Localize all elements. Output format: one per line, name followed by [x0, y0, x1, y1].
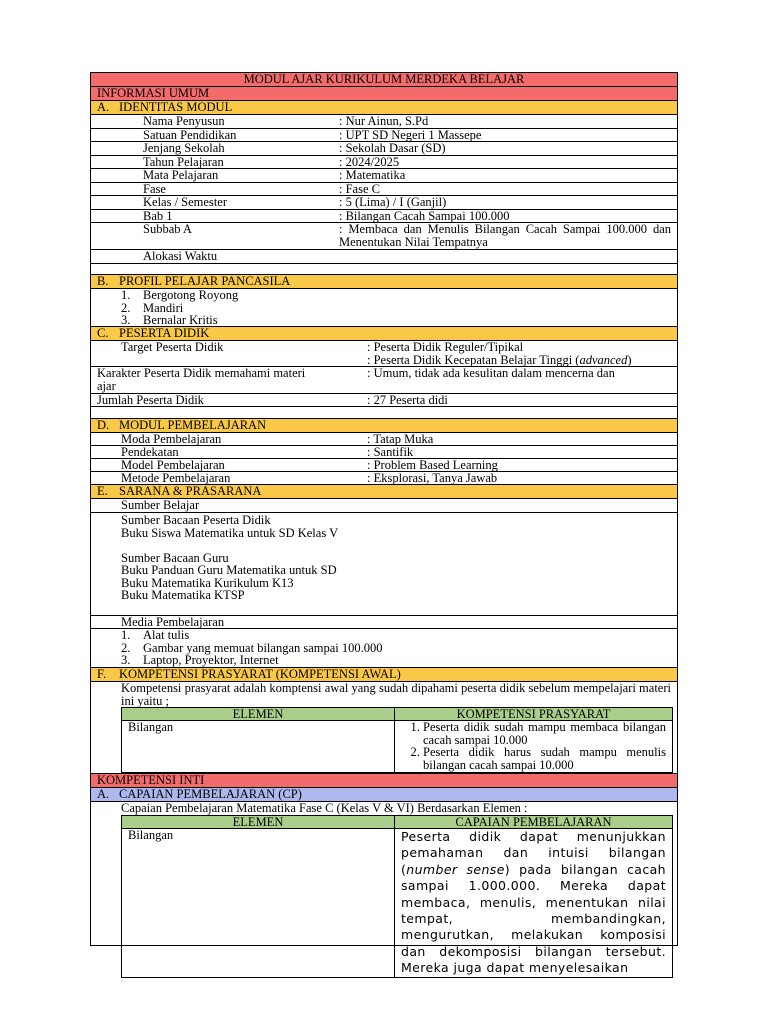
list-number: 2. — [121, 300, 131, 315]
bacaan-siswa-item: Buku Siswa Matematika untuk SD Kelas V — [121, 525, 339, 540]
capaian-italic: number sense — [406, 861, 505, 877]
field-value: : Tatap Muka — [367, 432, 434, 446]
section-number: B. — [97, 274, 109, 288]
target-text: : Peserta Didik Kecepatan Belajar Tinggi ( — [367, 353, 580, 367]
capaian-text: ) pada bilangan cacah sampai 1.000.000. Mereka dapat membaca, menulis, menentukan nilai tempat, membandingkan, mengurutkan, melakukan komposisi dan dekomposisi bilangan tersebut. Mereka juga dapat menyelesaikan — [401, 861, 667, 976]
section-sarana-prasarana — [91, 485, 677, 499]
col-elemen: ELEMEN — [122, 708, 395, 721]
section-kompetensi-inti: KOMPETENSI INTI — [91, 774, 677, 788]
identitas-row-bab — [91, 210, 677, 224]
field-label: Bab 1 — [143, 208, 173, 223]
field-label: Moda Pembelajaran — [121, 432, 222, 446]
cp-block — [91, 802, 677, 978]
sumber-belajar-label: Sumber Belajar — [91, 499, 677, 513]
list-text: Gambar yang memuat bilangan sampai 100.000 — [143, 640, 383, 655]
identitas-row-alokasi — [91, 250, 677, 264]
bacaan-guru-item: Buku Matematika KTSP — [121, 588, 245, 602]
field-label: Target Peserta Didik — [121, 340, 224, 354]
section-number: E. — [97, 484, 108, 498]
section-profil-pelajar — [91, 275, 677, 289]
sumber-bacaan-block — [91, 513, 677, 616]
cp-table — [121, 815, 673, 978]
list-item — [121, 314, 677, 327]
field-value: : Santifik — [367, 445, 414, 459]
kompetensi-cell — [395, 721, 673, 773]
section-number: C. — [97, 326, 109, 340]
section-heading: PESERTA DIDIK — [119, 326, 210, 340]
field-value: : UPT SD Negeri 1 Massepe — [339, 127, 482, 142]
bacaan-guru-item: Buku Panduan Guru Matematika untuk SD — [121, 563, 337, 577]
identitas-row-subbab — [91, 223, 677, 250]
prasyarat-block — [91, 682, 677, 774]
document-page — [90, 72, 678, 976]
identitas-row-jenjang — [91, 142, 677, 156]
field-value: : 5 (Lima) / I (Ganjil) — [339, 195, 447, 209]
section-heading: CAPAIAN PEMBELAJARAN (CP) — [119, 787, 302, 801]
field-value: : 2024/2025 — [339, 154, 400, 169]
field-label: Satuan Pendidikan — [143, 127, 237, 142]
list-item: 1. Peserta didik sudah mampu membaca bilangan cacah sampai 10.000 — [423, 721, 666, 746]
bacaan-guru-heading: Sumber Bacaan Guru — [121, 550, 229, 565]
section-modul-pembelajaran — [91, 419, 677, 433]
field-value: : Peserta Didik Reguler/Tipikal — [367, 340, 524, 354]
identitas-row-mapel — [91, 169, 677, 183]
field-label: Model Pembelajaran — [121, 458, 225, 472]
field-label: Nama Penyusun — [143, 114, 225, 128]
identitas-row-fase — [91, 183, 677, 197]
list-number: 2. — [121, 640, 131, 655]
list-item: 2. Peserta didik harus sudah mampu menulis bilangan cacah sampai 10.000 — [423, 746, 666, 771]
list-number: 3. — [121, 653, 131, 667]
field-label: Pendekatan — [121, 445, 179, 459]
col-capaian-pembelajaran: CAPAIAN PEMBELAJARAN — [395, 816, 673, 829]
section-informasi-umum: INFORMASI UMUM — [91, 87, 677, 101]
field-value: : Matematika — [339, 168, 406, 182]
section-number: D. — [97, 418, 110, 432]
field-label: Alokasi Waktu — [143, 249, 218, 263]
peserta-target-row — [91, 341, 677, 367]
list-text: Mandiri — [143, 300, 184, 315]
section-heading: SARANA & PRASARANA — [119, 484, 262, 498]
table-row — [122, 829, 673, 978]
section-number: F. — [97, 667, 107, 681]
section-peserta-didik — [91, 327, 677, 341]
document-title: MODUL AJAR KURIKULUM MERDEKA BELAJAR — [91, 73, 677, 87]
prasyarat-intro: Kompetensi prasyarat adalah komptensi awal yang sudah dipahami peserta didik sebelum mempelajari materi ini yaitu ; — [121, 681, 671, 708]
list-text: Bergotong Royong — [143, 288, 239, 302]
identitas-row-nama — [91, 115, 677, 129]
target-italic: advanced — [579, 353, 628, 367]
capaian-text: Peserta didik dapat menunjukkan pemahaman dan intuisi bilangan ( — [401, 829, 666, 877]
identitas-row-kelas — [91, 196, 677, 210]
field-value — [339, 250, 677, 263]
list-item — [121, 629, 677, 642]
section-heading: MODUL PEMBELAJARAN — [119, 418, 267, 432]
field-value: : Fase C — [339, 181, 380, 196]
field-label: Jenjang Sekolah — [143, 141, 225, 155]
field-label: Mata Pelajaran — [143, 168, 219, 182]
list-text: Alat tulis — [143, 628, 190, 642]
field-value: : 27 Peserta didi — [367, 393, 448, 407]
field-value: : Problem Based Learning — [367, 458, 498, 472]
prasyarat-table — [121, 707, 673, 773]
field-label: Kelas / Semester — [143, 195, 228, 209]
identitas-row-satuan — [91, 129, 677, 143]
field-value: : Eksplorasi, Tanya Jawab — [367, 471, 498, 485]
field-value: : Umum, tidak ada kesulitan dalam mencerna dan — [367, 366, 615, 380]
section-number: A. — [97, 100, 110, 114]
elemen-cell: Bilangan — [122, 829, 395, 978]
list-item — [121, 289, 677, 302]
list-number: 1. — [121, 288, 131, 302]
field-value: : Sekolah Dasar (SD) — [339, 141, 446, 155]
bacaan-guru-item: Buku Matematika Kurikulum K13 — [121, 575, 294, 590]
section-identitas-modul — [91, 101, 677, 115]
list-number: 1. — [121, 628, 131, 642]
peserta-karakter-row — [91, 367, 677, 394]
field-label: Karakter Peserta Didik memahami materi ajar — [97, 366, 306, 393]
section-heading: KOMPETENSI PRASYARAT (KOMPETENSI AWAL) — [119, 667, 401, 681]
field-label: Tahun Pelajaran — [143, 154, 224, 169]
field-label: Subbab A — [143, 222, 192, 236]
profil-list — [91, 289, 677, 327]
capaian-cell — [395, 829, 673, 978]
media-list — [91, 629, 677, 668]
field-value: : Bilangan Cacah Sampai 100.000 — [339, 208, 510, 223]
section-capaian-pembelajaran — [91, 788, 677, 802]
peserta-jumlah-row — [91, 394, 677, 407]
section-kompetensi-prasyarat — [91, 668, 677, 682]
field-label: Metode Pembelajaran — [121, 471, 231, 485]
list-text: Laptop, Proyektor, Internet — [143, 653, 279, 667]
field-label: Jumlah Peserta Didik — [97, 393, 204, 407]
section-heading: PROFIL PELAJAR PANCASILA — [119, 274, 291, 288]
target-text: ) — [627, 353, 632, 367]
cp-intro: Capaian Pembelajaran Matematika Fase C (Kelas V & VI) Berdasarkan Elemen : — [121, 801, 528, 815]
section-number: A. — [97, 787, 110, 801]
media-pembelajaran-label: Media Pembelajaran — [91, 616, 677, 629]
table-row — [122, 721, 673, 773]
list-text: Bernalar Kritis — [143, 313, 218, 327]
field-value: : Membaca dan Menulis Bilangan Cacah Sampai 100.000 dan Menentukan Nilai Tempatnya — [339, 222, 671, 249]
field-label: Fase — [143, 181, 166, 196]
elemen-cell: Bilangan — [122, 721, 395, 773]
identitas-row-tahun — [91, 156, 677, 170]
list-item — [121, 654, 677, 667]
list-number: 3. — [121, 313, 131, 327]
col-elemen: ELEMEN — [122, 816, 395, 829]
bacaan-siswa-heading: Sumber Bacaan Peserta Didik — [121, 513, 271, 527]
field-value: : Nur Ainun, S.Pd — [339, 114, 429, 128]
col-kompetensi-prasyarat: KOMPETENSI PRASYARAT — [395, 708, 673, 721]
section-heading: IDENTITAS MODUL — [119, 100, 233, 114]
